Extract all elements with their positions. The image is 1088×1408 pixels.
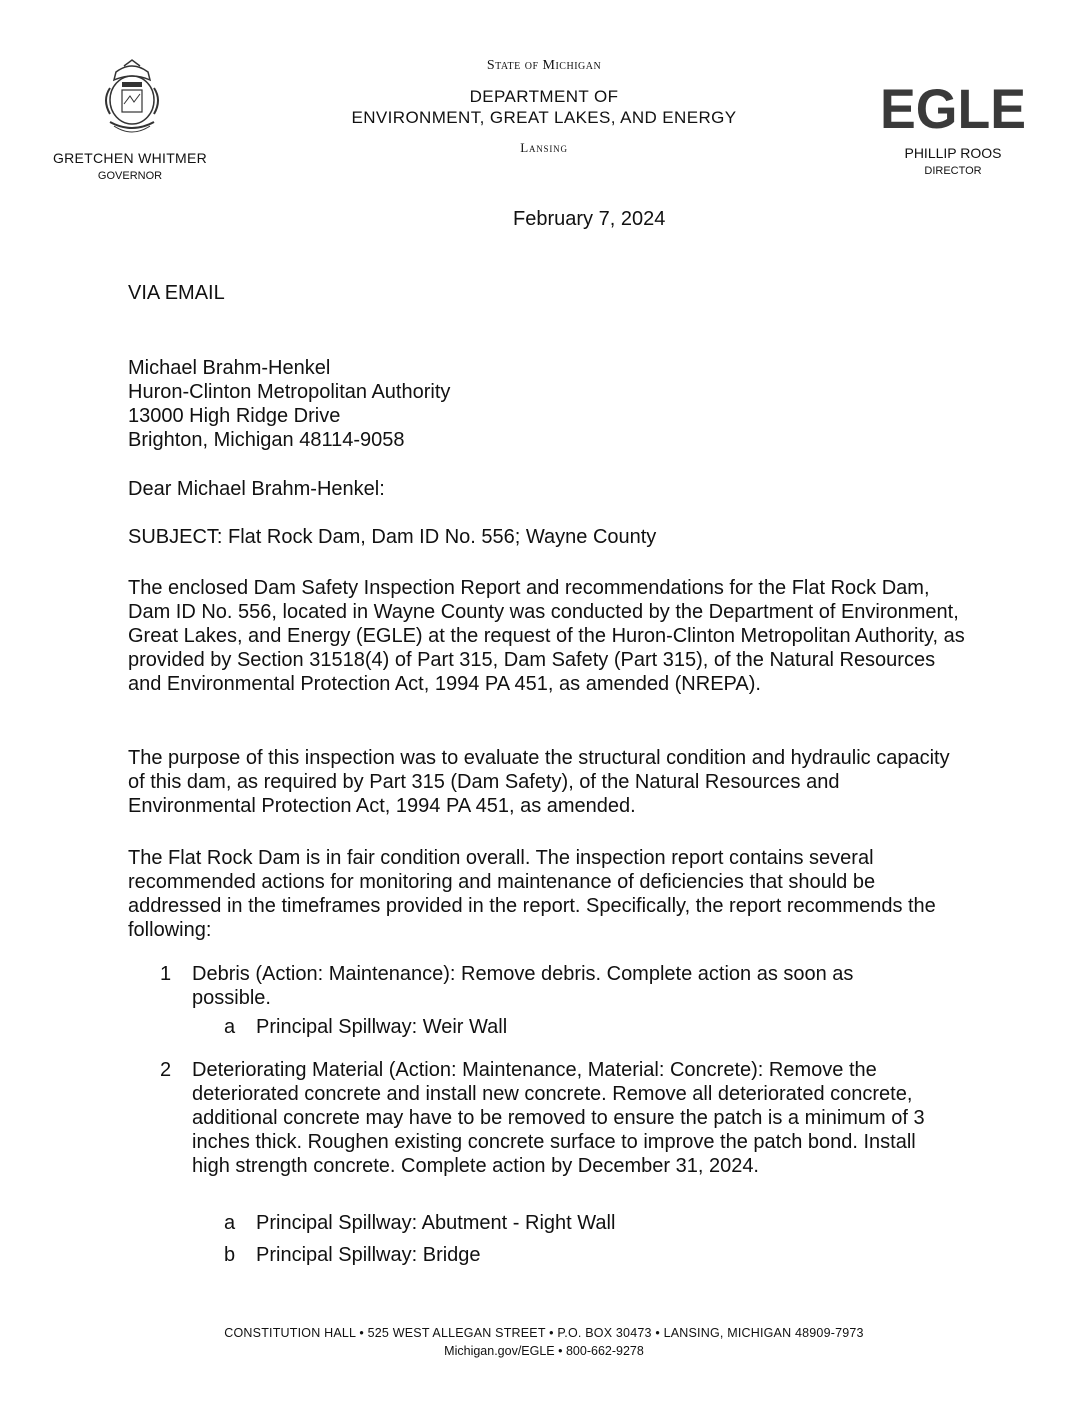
recipient-city: Brighton, Michigan 48114-9058 (128, 429, 405, 451)
director-name: PHILLIP ROOS (904, 145, 1002, 161)
michigan-state-seal (96, 58, 168, 138)
subject-line: SUBJECT: Flat Rock Dam, Dam ID No. 556; Wayne County (128, 526, 657, 548)
department-line-2: ENVIRONMENT, GREAT LAKES, AND ENERGY (351, 108, 737, 127)
recipient-address (128, 356, 450, 452)
subitem-letter: b (224, 1244, 236, 1266)
recommendation-text: Debris (Action: Maintenance): Remove debris. Complete action as soon as possible. (192, 963, 854, 1009)
director-title: DIRECTOR (924, 165, 982, 177)
department-line-1: DEPARTMENT OF (469, 87, 619, 106)
subitem-text: Principal Spillway: Weir Wall (256, 1016, 508, 1038)
letter-date: February 7, 2024 (513, 208, 666, 230)
recipient-organization: Huron-Clinton Metropolitan Authority (128, 381, 451, 403)
recommendation-number: 2 (160, 1059, 172, 1081)
recommendation-number: 1 (160, 963, 172, 985)
recipient-street: 13000 High Ridge Drive (128, 405, 341, 427)
governor-title: GOVERNOR (97, 170, 163, 182)
salutation: Dear Michael Brahm-Henkel: (128, 478, 385, 500)
delivery-method: VIA EMAIL (128, 282, 225, 304)
subitem-letter: a (224, 1212, 236, 1234)
subitem-text: Principal Spillway: Abutment - Right Wall (256, 1212, 616, 1234)
state-name-text: State of Michigan (486, 58, 602, 73)
governor-name: GRETCHEN WHITMER (52, 150, 208, 166)
egle-logo-text: EGLE (880, 86, 1026, 130)
subitem-text: Principal Spillway: Bridge (256, 1244, 481, 1266)
paragraph-condition: The Flat Rock Dam is in fair condition overall. The inspection report contains several recommended actions for monitoring and maintenance of deficiencies that should be addressed in the timeframes provided in the report. Specifically, the report recommends the following: (128, 847, 936, 941)
footer-contact: Michigan.gov/EGLE • 800-662-9278 (444, 1344, 644, 1358)
paragraph-intro: The enclosed Dam Safety Inspection Report and recommendations for the Flat Rock Dam, Dam ID No. 556, located in Wayne County was conducted by the Department of Environment, Great Lakes, and Energy (EGLE) at the request of the Huron-Clinton Metropolitan Authority, as provided by Section 31518(4) of Part 315, Dam Safety (Part 315), of the Natural Resources and Environmental Protection Act, 1994 PA 451, as amended (NREPA). (128, 577, 965, 695)
state-name (344, 58, 744, 74)
department-name (294, 86, 794, 128)
subitem-letter: a (224, 1016, 236, 1038)
egle-logo (880, 86, 1026, 130)
paragraph-purpose: The purpose of this inspection was to evaluate the structural condition and hydraulic capacity of this dam, as required by Part 315 (Dam Safety), of the Natural Resources and Environmental Protection Act, 1994 PA 451, as amended. (128, 747, 950, 817)
recipient-name: Michael Brahm-Henkel (128, 357, 331, 379)
recommendation-text: Deteriorating Material (Action: Maintenance, Material: Concrete): Remove the deteriorated concrete and install new concrete. Remove all deteriorated concrete, additional concrete may have to be removed to ensure the patch is a minimum of 3 inches thick. Roughen existing concrete surface to improve the patch bond. Install high strength concrete. Complete action by December 31, 2024. (192, 1059, 925, 1177)
footer-address: CONSTITUTION HALL • 525 WEST ALLEGAN STREET • P.O. BOX 30473 • LANSING, MICHIGAN 48909-7973 (224, 1326, 864, 1340)
city-name: Lansing (520, 140, 568, 155)
